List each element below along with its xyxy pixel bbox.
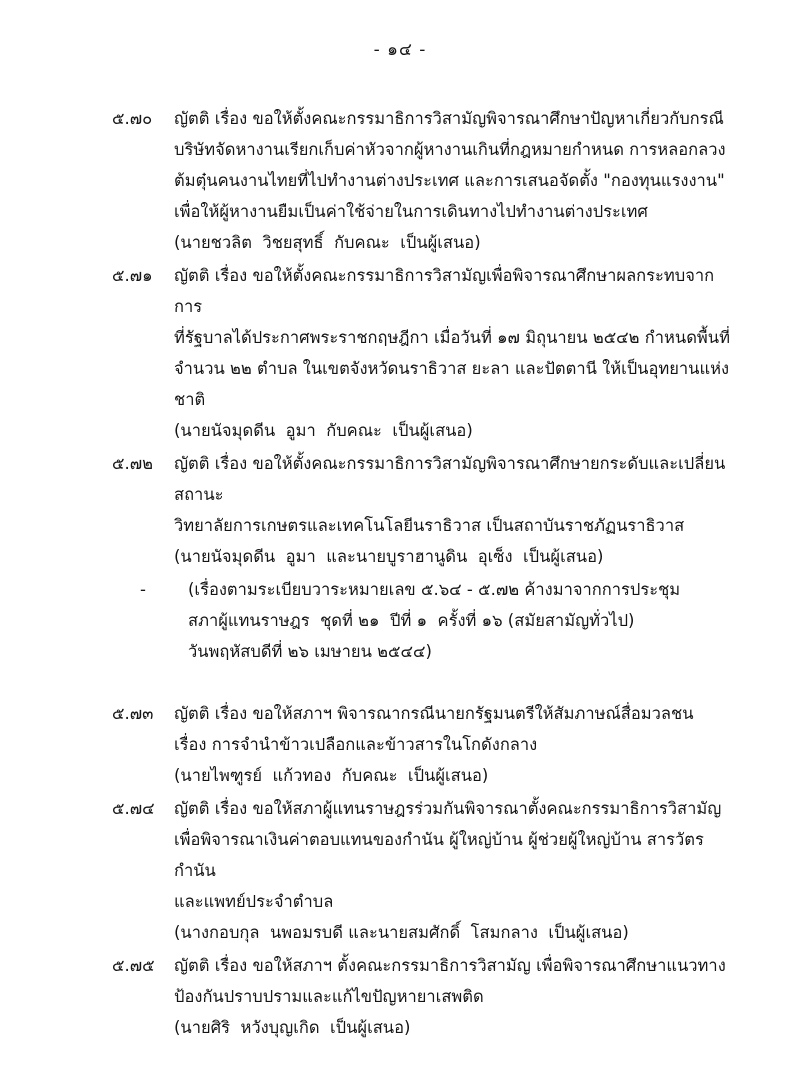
- agenda-item-line: และแพทย์ประจำตำบล: [174, 892, 334, 911]
- agenda-note-line: วันพฤหัสบดีที่ ๒๖ เมษายน ๒๕๔๔): [188, 642, 432, 661]
- agenda-item-proposer: (นายนัจมุดดีน อูมา กับคณะ เป็นผู้เสนอ): [174, 421, 473, 440]
- agenda-item: [112, 793, 730, 948]
- agenda-item-body: [174, 103, 730, 258]
- agenda-item-line: ญัตติ เรื่อง ขอให้สภาฯ ตั้งคณะกรรมาธิการวิสามัญ เพื่อพิจารณาศึกษาแนวทาง: [174, 956, 726, 975]
- agenda-item-number: ๕.๗๐: [112, 109, 153, 128]
- agenda-item-line: ญัตติ เรื่อง ขอให้ตั้งคณะกรรมาธิการวิสามัญพิจารณาศึกษายกระดับและเปลี่ยนสถานะ: [174, 454, 726, 504]
- document-page: [0, 36, 800, 1082]
- agenda-item-body: [174, 698, 730, 791]
- agenda-item-line: บริษัทจัดหางานเรียกเก็บค่าหัวจากผู้หางานเกินที่กฎหมายกำหนด การหลอกลวง: [174, 140, 726, 159]
- agenda-item-line: ญัตติ เรื่อง ขอให้ตั้งคณะกรรมาธิการวิสามัญเพื่อพิจารณาศึกษาผลกระทบจากการ: [174, 266, 715, 316]
- agenda-item-body: [174, 260, 730, 446]
- agenda-note: [112, 574, 730, 667]
- agenda-item-number: ๕.๗๑: [112, 266, 153, 285]
- agenda-item: [112, 698, 730, 791]
- agenda-item-proposer: (นายนัจมุดดีน อูมา และนายบูราฮานูดิน อุเซ็ง เป็นผู้เสนอ): [174, 547, 604, 566]
- agenda-item: [112, 448, 730, 572]
- agenda-item-number: ๕.๗๓: [112, 704, 154, 723]
- agenda-item-proposer: (นายศิริ หวังบุญเกิด เป็นผู้เสนอ): [174, 1018, 411, 1037]
- agenda-item: [112, 260, 730, 446]
- agenda-item-body: [174, 950, 730, 1043]
- agenda-note-line: สภาผู้แทนราษฎร ชุดที่ ๒๑ ปีที่ ๑ ครั้งที่ ๑๖ (สมัยสามัญทั่วไป): [188, 611, 635, 630]
- agenda-note-body: [174, 574, 730, 667]
- agenda-item-number: ๕.๗๒: [112, 454, 154, 473]
- agenda-item-number: ๕.๗๕: [112, 956, 155, 975]
- agenda-item-line: เรื่อง การจำนำข้าวเปลือกและข้าวสารในโกดังกลาง: [174, 735, 538, 754]
- agenda-item-line: ญัตติ เรื่อง ขอให้สภาผู้แทนราษฎรร่วมกันพิจารณาตั้งคณะกรรมาธิการวิสามัญ: [174, 799, 722, 818]
- page-number: - ๑๔ -: [373, 40, 427, 60]
- document-body: [0, 103, 800, 1043]
- agenda-item-line: เพื่อให้ผู้หางานยืมเป็นค่าใช้จ่ายในการเดินทางไปทำงานต่างประเทศ: [174, 202, 648, 221]
- agenda-item-line: วิทยาลัยการเกษตรและเทคโนโลยีนราธิวาส เป็นสถาบันราชภัฏนราธิวาส: [174, 516, 685, 535]
- agenda-item-body: [174, 448, 730, 572]
- agenda-item-line: ญัตติ เรื่อง ขอให้สภาฯ พิจารณากรณีนายกรัฐมนตรีให้สัมภาษณ์สื่อมวลชน: [174, 704, 694, 723]
- agenda-item-proposer: (นายชวลิต วิชยสุทธิ์ กับคณะ เป็นผู้เสนอ): [174, 233, 481, 252]
- agenda-item-line: จำนวน ๒๒ ตำบล ในเขตจังหวัดนราธิวาส ยะลา และปัตตานี ให้เป็นอุทยานแห่งชาติ: [174, 359, 730, 409]
- agenda-item-proposer: (นางกอบกุล นพอมรบดี และนายสมศักดิ์ โสมกลาง เป็นผู้เสนอ): [174, 923, 629, 942]
- agenda-item-line: ที่รัฐบาลได้ประกาศพระราชกฤษฎีกา เมื่อวันที่ ๑๗ มิถุนายน ๒๕๔๒ กำหนดพื้นที่: [174, 328, 730, 347]
- agenda-item-line: ต้มตุ๋นคนงานไทยที่ไปทำงานต่างประเทศ และการเสนอจัดตั้ง "กองทุนแรงงาน": [174, 171, 725, 190]
- section-spacer: [112, 667, 730, 698]
- agenda-item-line: ญัตติ เรื่อง ขอให้ตั้งคณะกรรมาธิการวิสามัญพิจารณาศึกษาปัญหาเกี่ยวกับกรณี: [174, 109, 724, 128]
- agenda-note-line: (เรื่องตามระเบียบวาระหมายเลข ๕.๖๔ - ๕.๗๒ ค้างมาจากการประชุม: [188, 580, 681, 599]
- agenda-item-line: เพื่อพิจารณาเงินค่าตอบแทนของกำนัน ผู้ใหญ่บ้าน ผู้ช่วยผู้ใหญ่บ้าน สารวัตรกำนัน: [174, 830, 704, 880]
- agenda-item-body: [174, 793, 730, 948]
- agenda-item: [112, 103, 730, 258]
- agenda-item: [112, 950, 730, 1043]
- agenda-item-line: ป้องกันปราบปรามและแก้ไขปัญหายาเสพติด: [174, 987, 484, 1006]
- agenda-note-mark: -: [140, 580, 146, 599]
- agenda-item-proposer: (นายไพฑูรย์ แก้วทอง กับคณะ เป็นผู้เสนอ): [174, 766, 489, 785]
- agenda-item-number: ๕.๗๔: [112, 799, 155, 818]
